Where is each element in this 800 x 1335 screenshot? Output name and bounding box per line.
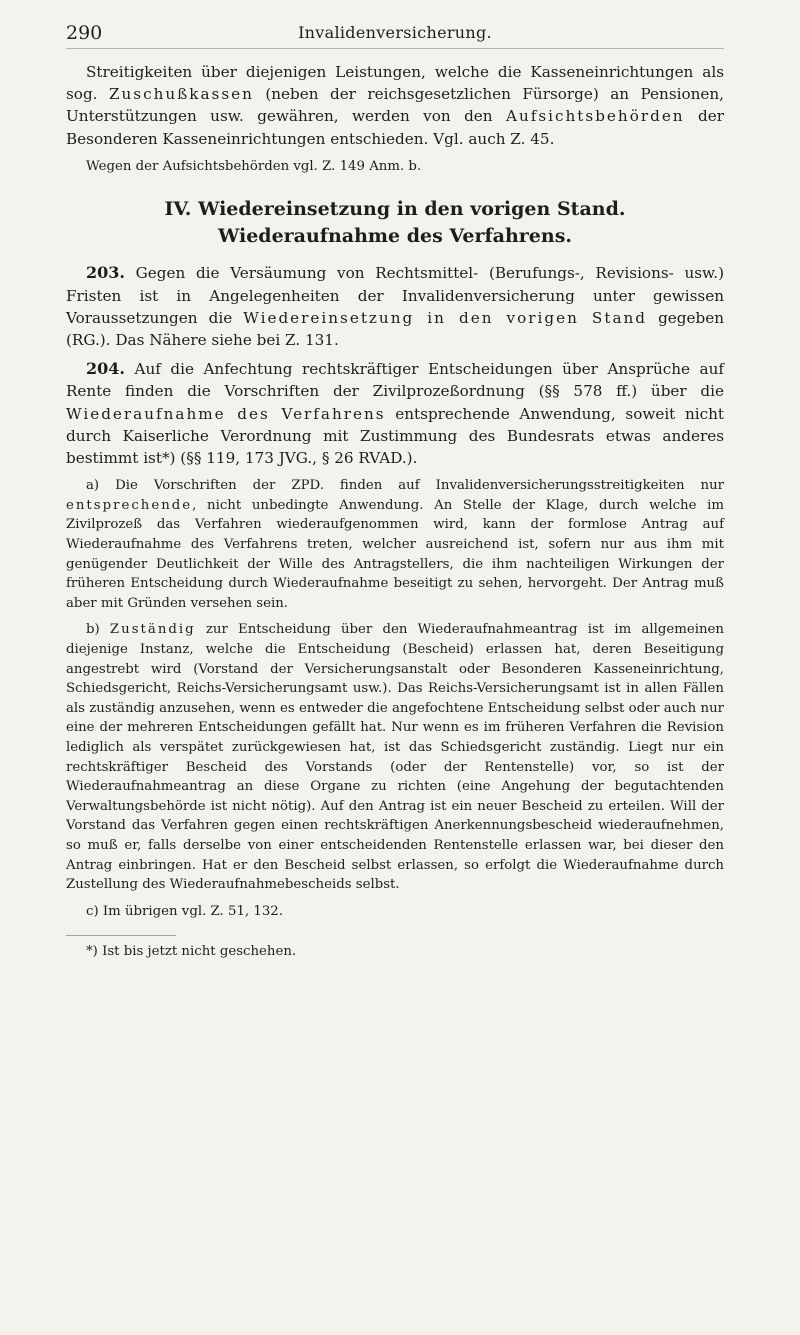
emphasis-wiederaufnahme: Wiederaufnahme des Verfahrens <box>66 404 386 423</box>
section-number: IV. <box>164 198 192 221</box>
note-c: c) Im übrigen vgl. Z. 51, 132. <box>86 903 283 919</box>
emphasis-zustaendig: Zuständig <box>109 622 196 638</box>
section-title-line-2: Wiederaufnahme des Verfahrens. <box>217 225 573 248</box>
emphasis-entsprechende: entsprechende <box>66 497 193 513</box>
note-b: b) Zuständig zur Entscheidung über den Wiederaufnahmeantrag ist im allgemeinen diejenige Instanz, welche die Entscheidung (Bescheid) erlassen hat, deren Beseitigung angestrebt wird (Vorstand der Versicherungsanstalt oder Besonderen Kasseneinrichtung, Schiedsgericht, Reichs-Versicherungsamt usw.). Das Reichs-Versicherungsamt ist in allen Fällen als zuständig anzusehen, wenn es entweder die angefochtene Entscheidung selbst oder auch nur eine der mehreren Entscheidungen gefällt hat. Nur wenn es im früheren Verfahren die Revision lediglich als verspätet zurückgewiesen hat, ist das Schiedsgericht zuständig. Liegt nur ein rechtskräftiger Bescheid des Vorstands (oder der Rentenstelle) vor, so ist der Wiederaufnahmeantrag an diese Organe zu richten (eine Angehung der begutachtenden Verwaltungsbehörde ist nicht nötig). Auf den Antrag ist ein neuer Bescheid zu erteilen. Will der Vorstand das Verfahren gegen einen rechtskräftigen Anerkennungsbescheid wiederaufnehmen, so muß er, falls derselbe von einer entscheidenden Rentenstelle erlassen war, bei dieser den Antrag einbringen. Hat er den Bescheid selbst erlassen, so erfolgt die Wiederaufnahme durch Zustellung des Wiederaufnahmebescheids selbst. <box>66 622 724 893</box>
footnote-divider <box>66 935 176 936</box>
running-header <box>66 20 724 49</box>
section-heading <box>66 196 724 250</box>
intro-note: Wegen der Aufsichtsbehörden vgl. Z. 149 Anm. b. <box>86 158 422 174</box>
paragraph-204: 204. Auf die Anfechtung rechtskräftiger Entscheidungen über Ansprüche auf Rente finden die Vorschriften der Zivilprozeßordnung (§§ 578 ff.) über die Wiederaufnahme des Verfahrens entsprechende Anwendung, soweit nicht durch Kaiserliche Verordnung mit Zustimmung des Bundesrats etwas anderes bestimmt ist*) (§§ 119, 173 JVG., § 26 RVAD.). <box>66 359 724 468</box>
running-title: Invalidenversicherung. <box>298 23 492 42</box>
paragraph-number-203: 203. <box>86 263 125 283</box>
intro-paragraph: Streitigkeiten über diejenigen Leistungen, welche die Kasseneinrichtungen als sog. Zuschußkassen (neben der reichsgesetzlichen Fürsorge) an Pensionen, Unterstützungen usw. gewähren, werden von den Aufsichtsbehörden der Besonderen Kasseneinrichtungen entschieden. Vgl. auch Z. 45. <box>66 63 724 148</box>
section-title-line-1: IV. Wiedereinsetzung in den vorigen Stand. <box>164 198 626 221</box>
emphasis-aufsichtsbehoerden: Aufsichtsbehörden <box>506 107 685 126</box>
paragraph-number-204: 204. <box>86 359 125 379</box>
emphasis-zuschusskassen: Zuschußkassen <box>108 85 254 104</box>
footnote: *) Ist bis jetzt nicht geschehen. <box>86 944 297 960</box>
paragraph-203: 203. Gegen die Versäumung von Rechtsmittel- (Berufungs-, Revisions- usw.) Fristen ist in Angelegenheiten der Invalidenversicherung unter gewissen Voraussetzungen die Wiedereinsetzung in den vorigen Stand gegeben (RG.). Das Nähere siehe bei Z. 131. <box>66 263 724 350</box>
emphasis-wiedereinsetzung: Wiedereinsetzung in den vorigen Stand <box>243 308 648 327</box>
page-number: 290 <box>66 22 103 44</box>
note-a: a) Die Vorschriften der ZPD. finden auf Invalidenversicherungsstreitigkeiten nur entsprechende, nicht unbedingte Anwendung. An Stelle der Klage, durch welche im Zivilprozeß das Verfahren wiederaufgenommen wird, kann der formlose Antrag auf Wiederaufnahme des Verfahrens treten, welcher ausreichend ist, sofern nur aus ihm mit genügender Deutlichkeit der Wille des Antragstellers, die ihm nachteiligen Wirkungen der früheren Entscheidung durch Wiederaufnahme beseitigt zu sehen, hervorgeht. Der Antrag muß aber mit Gründen versehen sein. <box>66 478 724 611</box>
